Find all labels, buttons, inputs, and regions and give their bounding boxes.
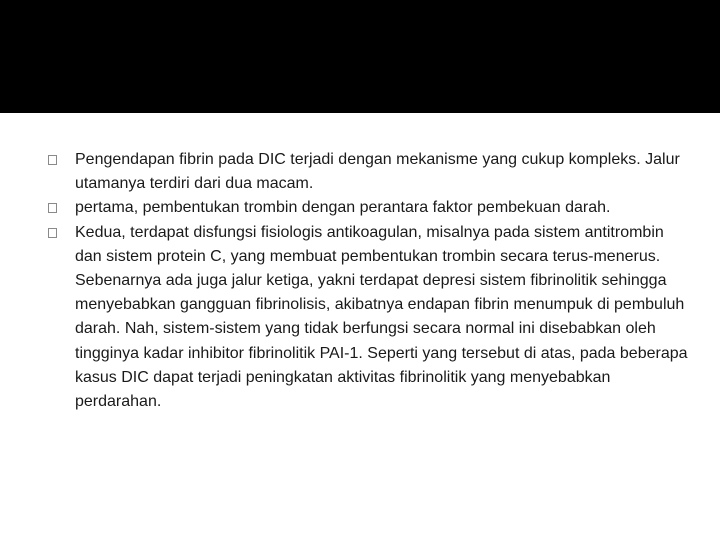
bullet-item — [48, 196, 688, 220]
bullet-text: pertama, pembentukan trombin dengan perantara faktor pembekuan darah. — [75, 199, 611, 217]
square-bullet-icon — [48, 155, 57, 165]
title-band — [0, 0, 720, 113]
bullet-text: Kedua, terdapat disfungsi fisiologis antikoagulan, misalnya pada sistem antitrombin dan sistem protein C, yang membuat pembentukan trombin secara terus-menerus. Sebenarnya ada juga jalur ketiga, yakni terdapat depresi sistem fibrinolitik sehingga menyebabkan gangguan fibrinolisis, akibatnya endapan fibrin menumpuk di pembuluh darah. Nah, sistem-sistem yang tidak berfungsi secara normal ini disebabkan oleh tingginya kadar inhibitor fibrinolitik PAI-1. Seperti yang tersebut di atas, pada beberapa kasus DIC dapat terjadi peningkatan aktivitas fibrinolitik yang menyebabkan perdarahan. — [75, 223, 688, 411]
square-bullet-icon — [48, 228, 57, 238]
bullet-item — [48, 148, 688, 196]
bullet-item — [48, 221, 688, 415]
bullet-list — [48, 148, 688, 414]
bullet-text: Pengendapan fibrin pada DIC terjadi dengan mekanisme yang cukup kompleks. Jalur utamanya terdiri dari dua macam. — [75, 151, 680, 193]
square-bullet-icon — [48, 203, 57, 213]
